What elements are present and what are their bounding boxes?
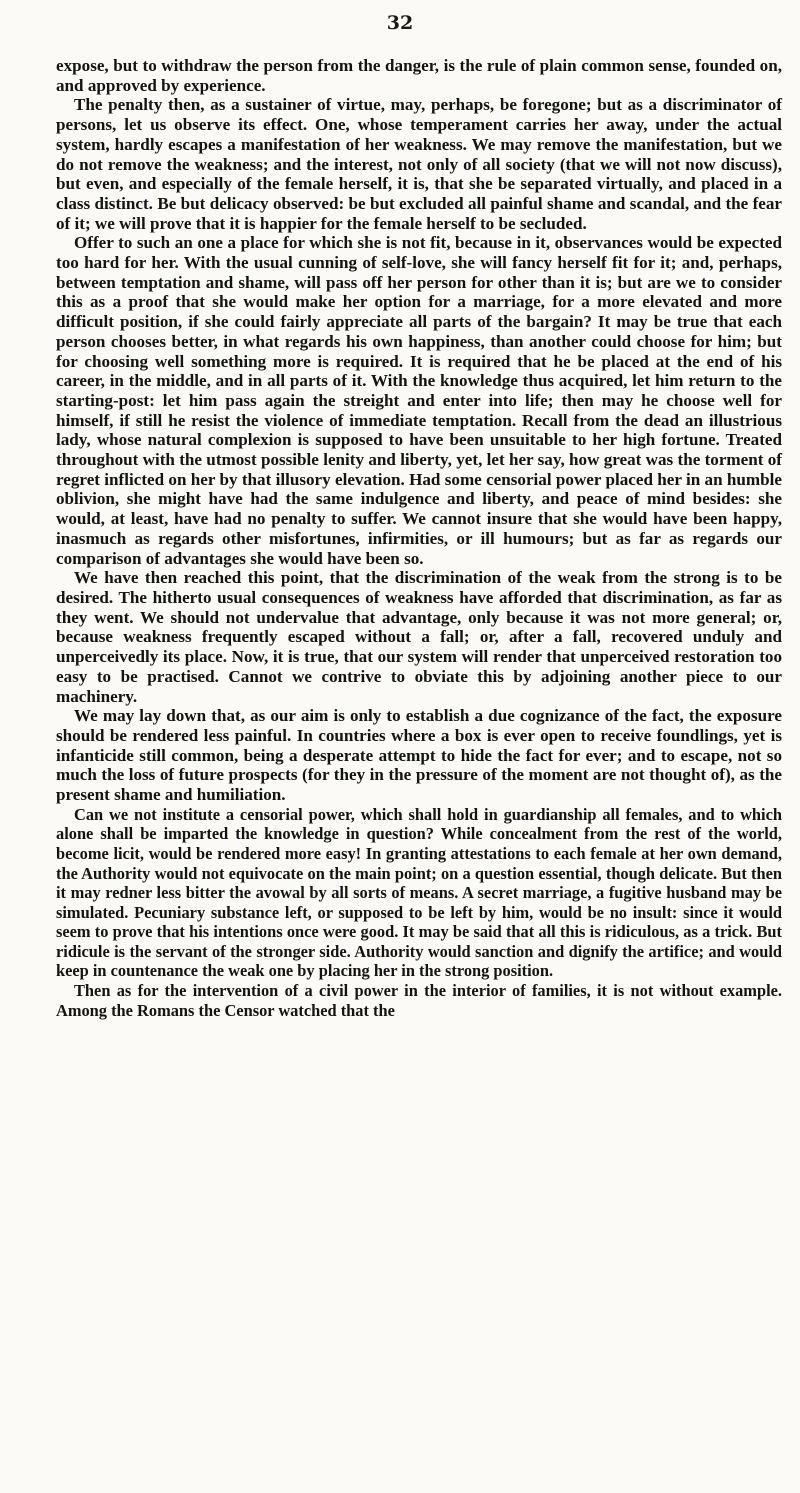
paragraph-2: The penalty then, as a sustainer of virtue, may, perhaps, be foregone; but as a discriminator of persons, let us observe its effect. One, whose temperament carries her away, under the actual system, hardly escapes a manifestation of her weakness. We may remove the manifestation, but we do not remove the weakness; and the interest, not only of all society (that we will not now discuss), but even, and especially of the female herself, it is, that she be separated virtually, and placed in a class distinct. Be but delicacy observed: be but excluded all painful shame and scandal, and the fear of it; we will prove that it is happier for the female herself to be secluded. (56, 95, 782, 233)
page-number: 32 (386, 12, 414, 34)
body-text (56, 56, 782, 1020)
paragraph-5: We may lay down that, as our aim is only to establish a due cognizance of the fact, the exposure should be rendered less painful. In countries where a box is ever open to receive foundlings, yet is infanticide still common, being a desperate attempt to hide the fact for ever; and to escape, not so much the loss of future prospects (for they in the pressure of the moment are not thought of), as the present shame and humiliation. (56, 706, 782, 805)
paragraph-6: Can we not institute a censorial power, which shall hold in guardianship all females, and to which alone shall be imparted the knowledge in question? While concealment from the rest of the world, become licit, would be rendered more easy! In granting attestations to each female at her own demand, the Authority would not equivocate on the main point; on a question essential, though delicate. But then it may redner less bitter the avowal by all sorts of means. A secret marriage, a fugitive husband may be simulated. Pecuniary substance left, or supposed to be left by him, would be no insult: since it would seem to prove that his intentions once were good. It may be said that all this is ridiculous, as a trick. But ridicule is the servant of the stronger side. Authority would sanction and dignify the artifice; and would keep in countenance the weak one by placing her in the strong position. (56, 804, 782, 981)
paragraph-3: Offer to such an one a place for which she is not fit, because in it, observances would be expected too hard for her. With the usual cunning of self-love, she will fancy herself fit for it; and, perhaps, between temptation and shame, will pass off her person for other than it is; but are we to consider this as a proof that she would make her option for a marriage, for a more elevated and more difficult position, if she could fairly appreciate all parts of the bargain? It may be true that each person chooses better, in what regards his own happiness, than another could choose for him; but for choosing well something more is required. It is required that he be placed at the end of his career, in the middle, and in all parts of it. With the knowledge thus acquired, let him return to the starting-post: let him pass again the streight and enter into life; then may he choose well for himself, if still he resist the violence of immediate temptation. Recall from the dead an illustrious lady, whose natural complexion is supposed to have been unsuitable to her high fortune. Treated throughout with the utmost possible lenity and liberty, yet, let her say, how great was the torment of regret inflicted on her by that illusory elevation. Had some censorial power placed her in an humble oblivion, she might have had the same indulgence and liberty, and peace of mind besides: she would, at least, have had no penalty to suffer. We cannot insure that she would have been happy, inasmuch as regards other misfortunes, infirmities, or ill humours; but as far as regards our comparison of advantages she would have been so. (56, 233, 782, 568)
paragraph-4: We have then reached this point, that the discrimination of the weak from the strong is to be desired. The hitherto usual consequences of weakness have afforded that discrimination, as far as they went. We should not undervalue that advantage, only because it was not more general; or, because weakness frequently escaped without a fall; or, after a fall, recovered unduly and unperceivedly its place. Now, it is true, that our system will render that unperceived restoration too easy to be practised. Cannot we contrive to obviate this by adjoining another piece to our machinery. (56, 568, 782, 706)
paragraph-7: Then as for the intervention of a civil power in the interior of families, it is not without example. Among the Romans the Censor watched that the (56, 981, 782, 1020)
paragraph-1: expose, but to withdraw the person from the danger, is the rule of plain common sense, founded on, and approved by experience. (56, 56, 782, 95)
